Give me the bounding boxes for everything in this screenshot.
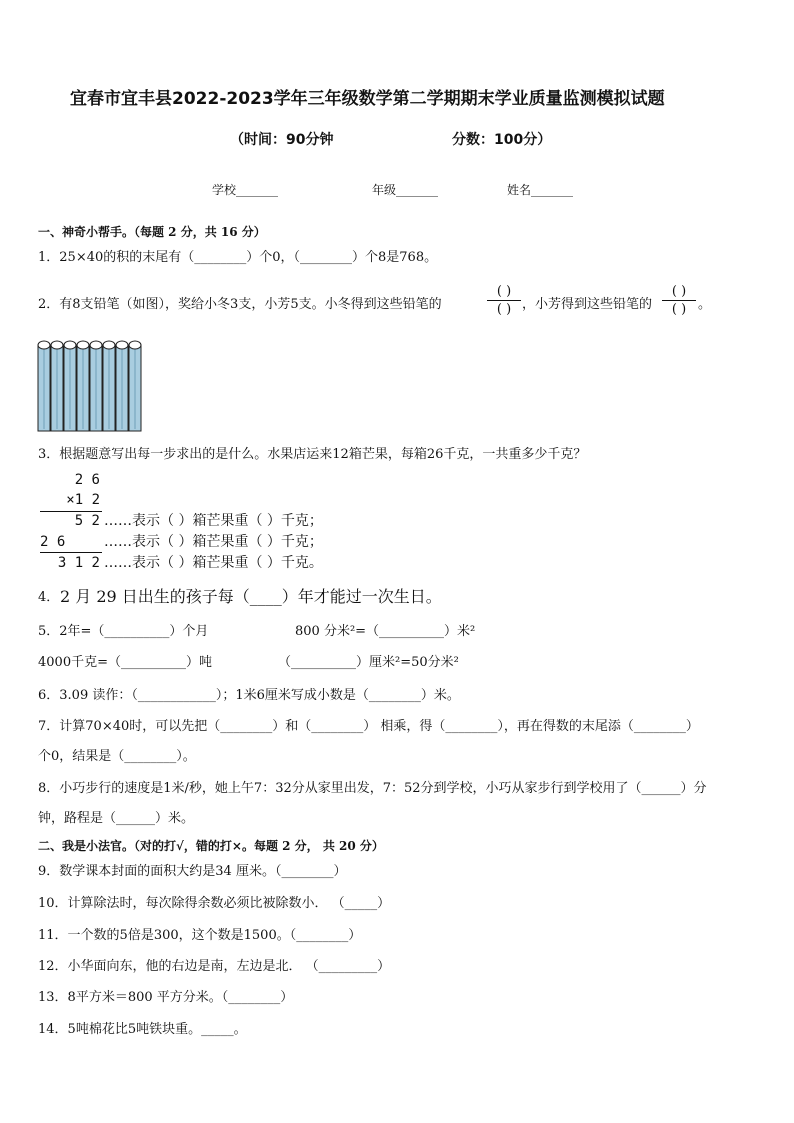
pencil-icon <box>129 341 141 431</box>
question-2-text-b: ，小芳得到这些铅笔的 <box>522 297 653 312</box>
calc-desc-3: ……表示（ ）箱芒果重（ ）千克。 <box>104 555 323 571</box>
page-title: 宜春市宜丰县2022-2023学年三年级数学第二学期期末学业质量监测模拟试题 <box>70 89 665 109</box>
fraction-numerator: ( ) <box>671 284 687 299</box>
pencil-icon <box>77 341 89 431</box>
school-field[interactable]: 学校_______ <box>212 183 279 197</box>
fraction-blank-2[interactable] <box>662 284 696 317</box>
question-4-number: 4． <box>38 590 60 605</box>
question-5-b: 800 分米²=（__________）米² <box>295 624 476 639</box>
pencil-icon <box>64 341 76 431</box>
fraction-denominator: ( ) <box>671 302 687 317</box>
question-9: 9．数学课本封面的面积大约是34 厘米。（________） <box>38 864 347 879</box>
fraction-numerator: ( ) <box>496 284 512 299</box>
calc-divider-2 <box>40 552 102 553</box>
question-3: 3．根据题意写出每一步求出的是什么。水果店运来12箱芒果，每箱26千克，一共重多少千克？ <box>38 447 587 462</box>
question-2-text-c: 。 <box>698 297 712 312</box>
question-1: 1．25×40的积的末尾有（________）个0，（________）个8是768。 <box>38 250 438 265</box>
calc-row-4: 2 6 <box>40 534 66 550</box>
calc-row-5: 3 1 2 <box>57 555 100 571</box>
calc-desc-1: ……表示（ ）箱芒果重（ ）千克； <box>104 513 323 529</box>
section-1-heading: 一、神奇小帮手。（每题 2 分，共 16 分） <box>38 225 266 239</box>
question-14: 14．5吨棉花比5吨铁块重。_____。 <box>38 1022 247 1037</box>
question-10: 10．计算除法时，每次除得余数必须比被除数小． （_____） <box>38 896 391 911</box>
question-7-b: 个0，结果是（________）。 <box>38 749 196 764</box>
calc-row-3: 5 2 <box>74 513 100 529</box>
question-7-a: 7．计算70×40时，可以先把（________）和（________） 相乘，得（________），再在得数的末尾添（________） <box>38 719 699 734</box>
fraction-denominator: ( ) <box>496 302 512 317</box>
exam-time: （时间：90分钟 <box>230 132 334 148</box>
question-8-b: 钟，路程是（______）米。 <box>38 811 195 826</box>
name-field[interactable]: 姓名_______ <box>507 183 574 197</box>
question-5-a: 5．2年=（__________）个月 <box>38 624 209 639</box>
pencil-icon <box>103 341 115 431</box>
question-13: 13．8平方米＝800 平方分米。（________） <box>38 990 294 1005</box>
pencils-image <box>36 337 142 435</box>
pencil-icon <box>116 341 128 431</box>
fraction-blank-1[interactable] <box>487 284 521 317</box>
question-5-d: （__________）厘米²=50分米² <box>278 655 459 670</box>
pencil-icon <box>38 341 50 431</box>
question-11: 11．一个数的5倍是300，这个数是1500。（________） <box>38 928 362 943</box>
calc-row-2: ×1 2 <box>66 492 100 508</box>
pencil-icon <box>51 341 63 431</box>
calc-desc-2: ……表示（ ）箱芒果重（ ）千克； <box>104 534 323 550</box>
question-4: 2 月 29 日出生的孩子每（____）年才能过一次生日。 <box>60 587 442 606</box>
calc-divider-1 <box>40 511 102 512</box>
question-8-a: 8．小巧步行的速度是1米/秒，她上午7：32分从家里出发，7：52分到学校，小巧从家步行到学校用了（______）分 <box>38 781 707 796</box>
section-2-heading: 二、我是小法官。（对的打√，错的打×。每题 2 分， 共 20 分） <box>38 839 384 853</box>
question-2-text-a: 2．有8支铅笔（如图），奖给小冬3支，小芳5支。小冬得到这些铅笔的 <box>38 297 442 312</box>
question-12: 12．小华面向东，他的右边是南，左边是北． （_________） <box>38 959 391 974</box>
calc-row-1: 2 6 <box>74 472 100 488</box>
grade-field[interactable]: 年级_______ <box>372 183 439 197</box>
question-6: 6．3.09 读作：（____________）；1米6厘米写成小数是（________）米。 <box>38 688 460 703</box>
exam-score: 分数：100分） <box>452 132 552 148</box>
question-5-c: 4000千克=（__________）吨 <box>38 655 212 670</box>
pencil-icon <box>90 341 102 431</box>
